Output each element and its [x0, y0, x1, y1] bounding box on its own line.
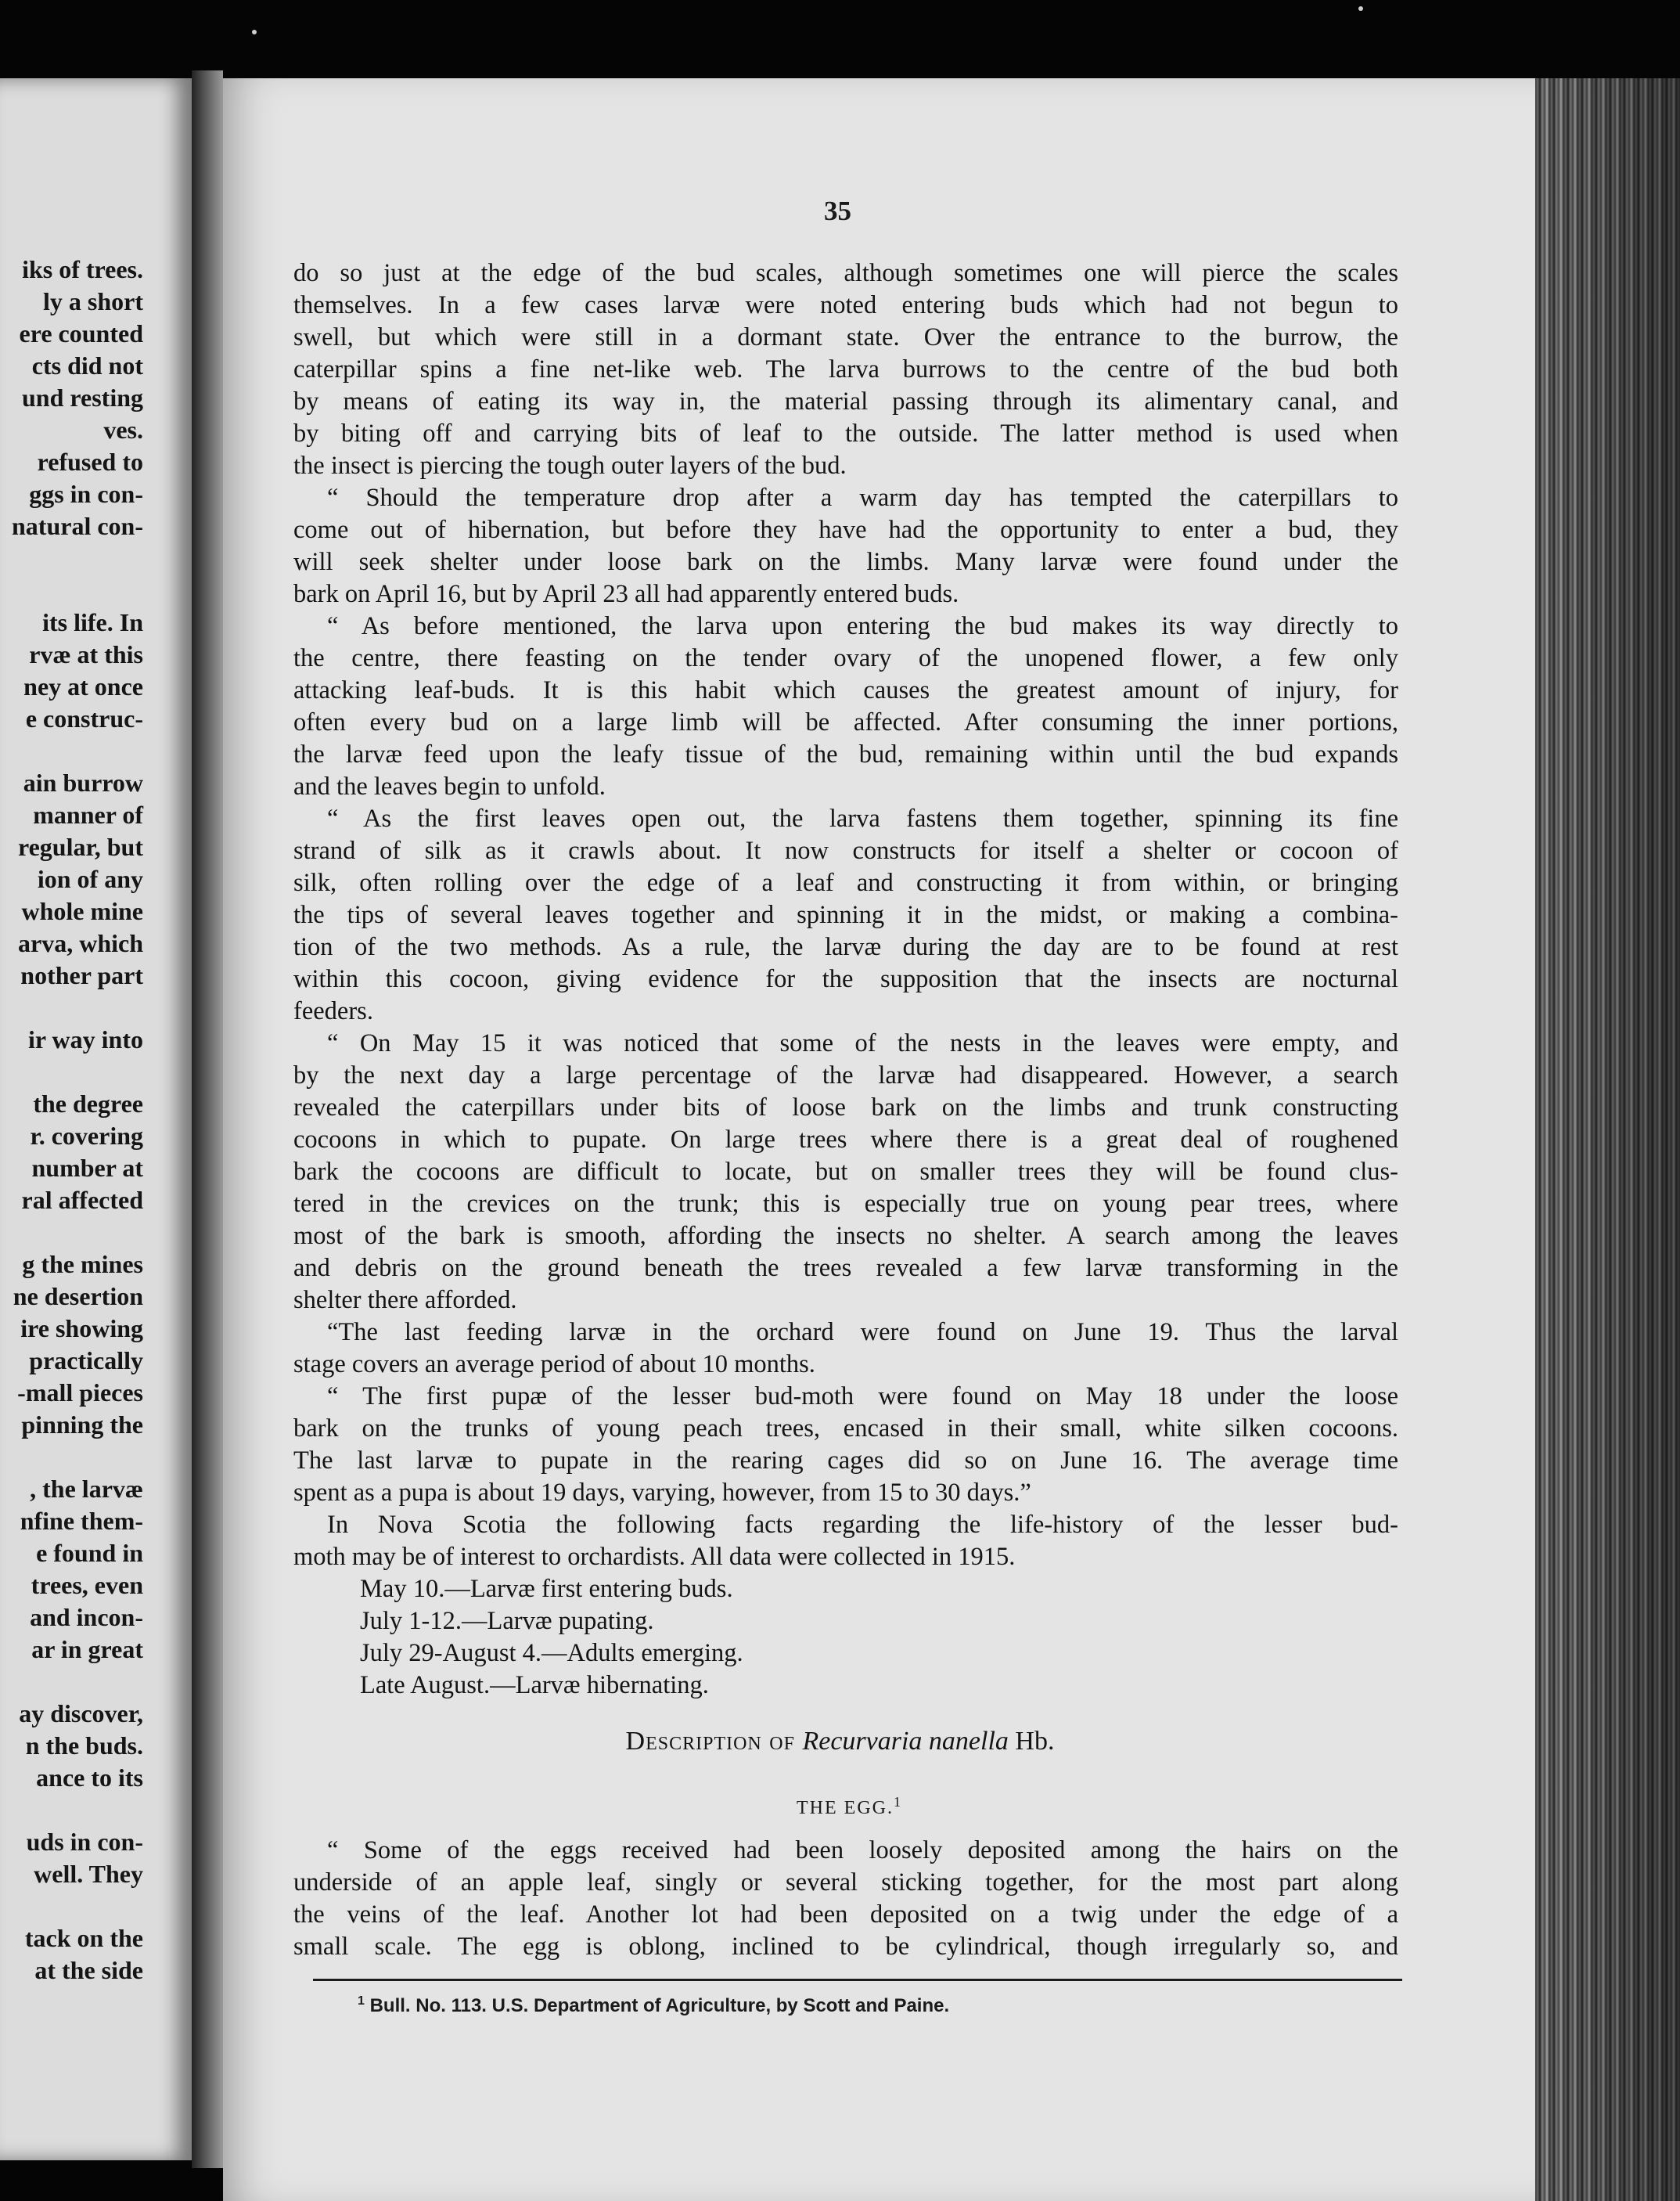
body-line: often every bud on a large limb will be affected. After consuming the inner portions, [293, 708, 1398, 737]
left-page-line: ly a short [43, 287, 143, 315]
left-page-line: number at [31, 1154, 143, 1182]
dust-speck [1358, 6, 1363, 11]
left-page-line: regular, but [17, 833, 143, 861]
body-line: caterpillar spins a fine net-like web. The larva burrows to the centre of the bud both [293, 355, 1398, 384]
body-line: the larvæ feed upon the leafy tissue of the bud, remaining within until the bud expands [293, 740, 1398, 769]
left-page-line: -mall pieces [17, 1378, 143, 1407]
left-page-line: well. They [34, 1860, 143, 1888]
left-page-line: arva, which [18, 929, 143, 957]
footnote-text: Bull. No. 113. U.S. Department of Agriculture, by Scott and Paine. [364, 1995, 950, 2016]
left-page-line: manner of [33, 801, 143, 829]
body-line: the tips of several leaves together and spinning it in the midst, or making a combina- [293, 901, 1398, 929]
book-gutter [192, 70, 223, 2168]
body-line: “ On May 15 it was noticed that some of the nests in the leaves were empty, and [327, 1029, 1398, 1057]
left-page-line: pinning the [21, 1410, 143, 1439]
body-line: and debris on the ground beneath the trees revealed a few larvæ transforming in the [293, 1254, 1398, 1282]
body-line: moth may be of interest to orchardists. All data were collected in 1915. [293, 1543, 1016, 1571]
left-page-line: whole mine [21, 897, 143, 925]
page-stack-shadow [1535, 78, 1680, 2201]
left-page-line: tack on the [24, 1924, 143, 1952]
egg-line: the veins of the leaf. Another lot had been deposited on a twig under the edge of a [293, 1900, 1398, 1929]
body-line: and the leaves begin to unfold. [293, 773, 606, 801]
body-line: by biting off and carrying bits of leaf to the outside. The latter method is used when [293, 420, 1398, 448]
left-facing-page [0, 78, 192, 2160]
left-page-line: ggs in con- [29, 480, 143, 508]
body-line: “The last feeding larvæ in the orchard were found on June 19. Thus the larval [327, 1318, 1398, 1346]
left-page-line: cts did not [31, 351, 143, 380]
left-page-line: ire showing [20, 1314, 143, 1342]
section-heading-suffix: Hb. [1008, 1727, 1055, 1756]
body-line: by the next day a large percentage of the larvæ had disappeared. However, a search [293, 1061, 1398, 1090]
body-line: tion of the two methods. As a rule, the larvæ during the day are to be found at rest [293, 933, 1398, 961]
body-line: most of the bark is smooth, affording the insects no shelter. A search among the leaves [293, 1222, 1398, 1250]
body-line: do so just at the edge of the bud scales, although sometimes one will pierce the scales [293, 259, 1398, 287]
left-page-line: ion of any [37, 865, 143, 893]
left-page-line: ere counted [19, 319, 143, 348]
left-page-line: n the buds. [25, 1731, 143, 1760]
body-line: attacking leaf-buds. It is this habit which causes the greatest amount of injury, for [293, 676, 1398, 704]
body-line: swell, but which were still in a dormant state. Over the entrance to the burrow, the [293, 323, 1398, 351]
date-entry: Late August.—Larvæ hibernating. [360, 1671, 709, 1699]
body-line: the centre, there feasting on the tender ovary of the unopened flower, a few only [293, 644, 1398, 672]
left-page-line: ne desertion [13, 1282, 143, 1310]
subsection-heading [797, 1794, 902, 1819]
species-name: Recurvaria nanella [802, 1727, 1009, 1756]
left-page-line: und resting [21, 384, 143, 412]
left-page-line: iks of trees. [22, 255, 143, 283]
body-line: “ Should the temperature drop after a warm day has tempted the caterpillars to [327, 484, 1398, 512]
left-page-line: , the larvæ [30, 1475, 143, 1503]
body-line: within this cocoon, giving evidence for the supposition that the insects are nocturnal [293, 965, 1398, 993]
left-page-line: e construc- [25, 704, 143, 733]
left-page-line: r. covering [30, 1122, 143, 1150]
left-page-line: rvæ at this [29, 640, 143, 668]
left-page-line: and incon- [30, 1603, 143, 1631]
left-page-line: uds in con- [26, 1828, 143, 1856]
egg-line: underside of an apple leaf, singly or several sticking together, for the most part along [293, 1868, 1398, 1897]
left-page-line: natural con- [12, 512, 143, 540]
body-line: shelter there afforded. [293, 1286, 517, 1314]
body-line: cocoons in which to pupate. On large trees where there is a great deal of roughened [293, 1126, 1398, 1154]
section-heading-prefix: Description of [625, 1727, 803, 1756]
body-line: bark on the trunks of young peach trees, encased in their small, white silken cocoons. [293, 1414, 1398, 1443]
footnote-rule [313, 1979, 1402, 1981]
body-line: stage covers an average period of about 10 months. [293, 1350, 815, 1378]
body-line: “ As before mentioned, the larva upon entering the bud makes its way directly to [327, 612, 1398, 640]
left-page-line: nother part [20, 961, 143, 989]
body-line: The last larvæ to pupate in the rearing cages did so on June 16. The average time [293, 1446, 1398, 1475]
body-line: by means of eating its way in, the material passing through its alimentary canal, and [293, 387, 1398, 416]
left-page-line: ance to its [36, 1763, 143, 1792]
left-page-line: refused to [37, 448, 143, 476]
body-line: bark on April 16, but by April 23 all had apparently entered buds. [293, 580, 959, 608]
left-page-line: ar in great [31, 1635, 143, 1663]
body-line: feeders. [293, 997, 373, 1025]
body-line: “ The first pupæ of the lesser bud-moth were found on May 18 under the loose [327, 1382, 1398, 1410]
left-page-line: g the mines [22, 1250, 143, 1278]
body-line: will seek shelter under loose bark on the limbs. Many larvæ were found under the [293, 548, 1398, 576]
footnote-marker: 1 [358, 1994, 365, 2008]
dust-speck [252, 30, 257, 34]
body-line: the insect is piercing the tough outer layers of the bud. [293, 452, 847, 480]
left-page-line: its life. In [42, 608, 143, 636]
body-line: bark the cocoons are difficult to locate, but on smaller trees they will be found clus- [293, 1158, 1398, 1186]
left-page-line: ay discover, [19, 1699, 143, 1727]
footnote [358, 1994, 949, 2017]
body-line: revealed the caterpillars under bits of loose bark on the limbs and trunk constructing [293, 1093, 1398, 1122]
left-page-line: e found in [36, 1539, 143, 1567]
left-page-line: ves. [103, 416, 143, 444]
body-line: In Nova Scotia the following facts regarding the life-history of the lesser bud- [327, 1511, 1398, 1539]
subsection-heading-text: THE EGG. [797, 1798, 894, 1818]
left-page-line: ain burrow [23, 769, 143, 797]
body-line: themselves. In a few cases larvæ were noted entering buds which had not begun to [293, 291, 1398, 319]
date-entry: July 1-12.—Larvæ pupating. [360, 1607, 654, 1635]
left-page-line: practically [29, 1346, 143, 1374]
body-line: “ As the first leaves open out, the larva fastens them together, spinning its fine [327, 805, 1398, 833]
date-entry: May 10.—Larvæ first entering buds. [360, 1575, 733, 1603]
body-line: come out of hibernation, but before they have had the opportunity to enter a bud, they [293, 516, 1398, 544]
body-line: strand of silk as it crawls about. It now constructs for itself a shelter or cocoon of [293, 837, 1398, 865]
body-line: silk, often rolling over the edge of a leaf and constructing it from within, or bringing [293, 869, 1398, 897]
egg-line: small scale. The egg is oblong, inclined to be cylindrical, though irregularly so, and [293, 1933, 1398, 1961]
body-line: tered in the crevices on the trunk; this is especially true on young pear trees, where [293, 1190, 1398, 1218]
left-page-line: ral affected [21, 1186, 143, 1214]
left-page-line: at the side [34, 1956, 143, 1984]
left-page-line: nfine them- [20, 1507, 143, 1535]
date-entry: July 29-August 4.—Adults emerging. [360, 1639, 743, 1667]
body-line: spent as a pupa is about 19 days, varying, however, from 15 to 30 days.” [293, 1479, 1031, 1507]
page-number: 35 [824, 196, 851, 226]
left-page-line: ir way into [28, 1025, 143, 1054]
egg-line: “ Some of the eggs received had been loosely deposited among the hairs on the [327, 1836, 1398, 1864]
left-page-line: trees, even [31, 1571, 143, 1599]
left-page-line: ney at once [23, 672, 143, 701]
footnote-reference: 1 [893, 1794, 902, 1810]
section-heading [0, 1727, 1680, 1760]
left-page-line: the degree [33, 1090, 143, 1118]
